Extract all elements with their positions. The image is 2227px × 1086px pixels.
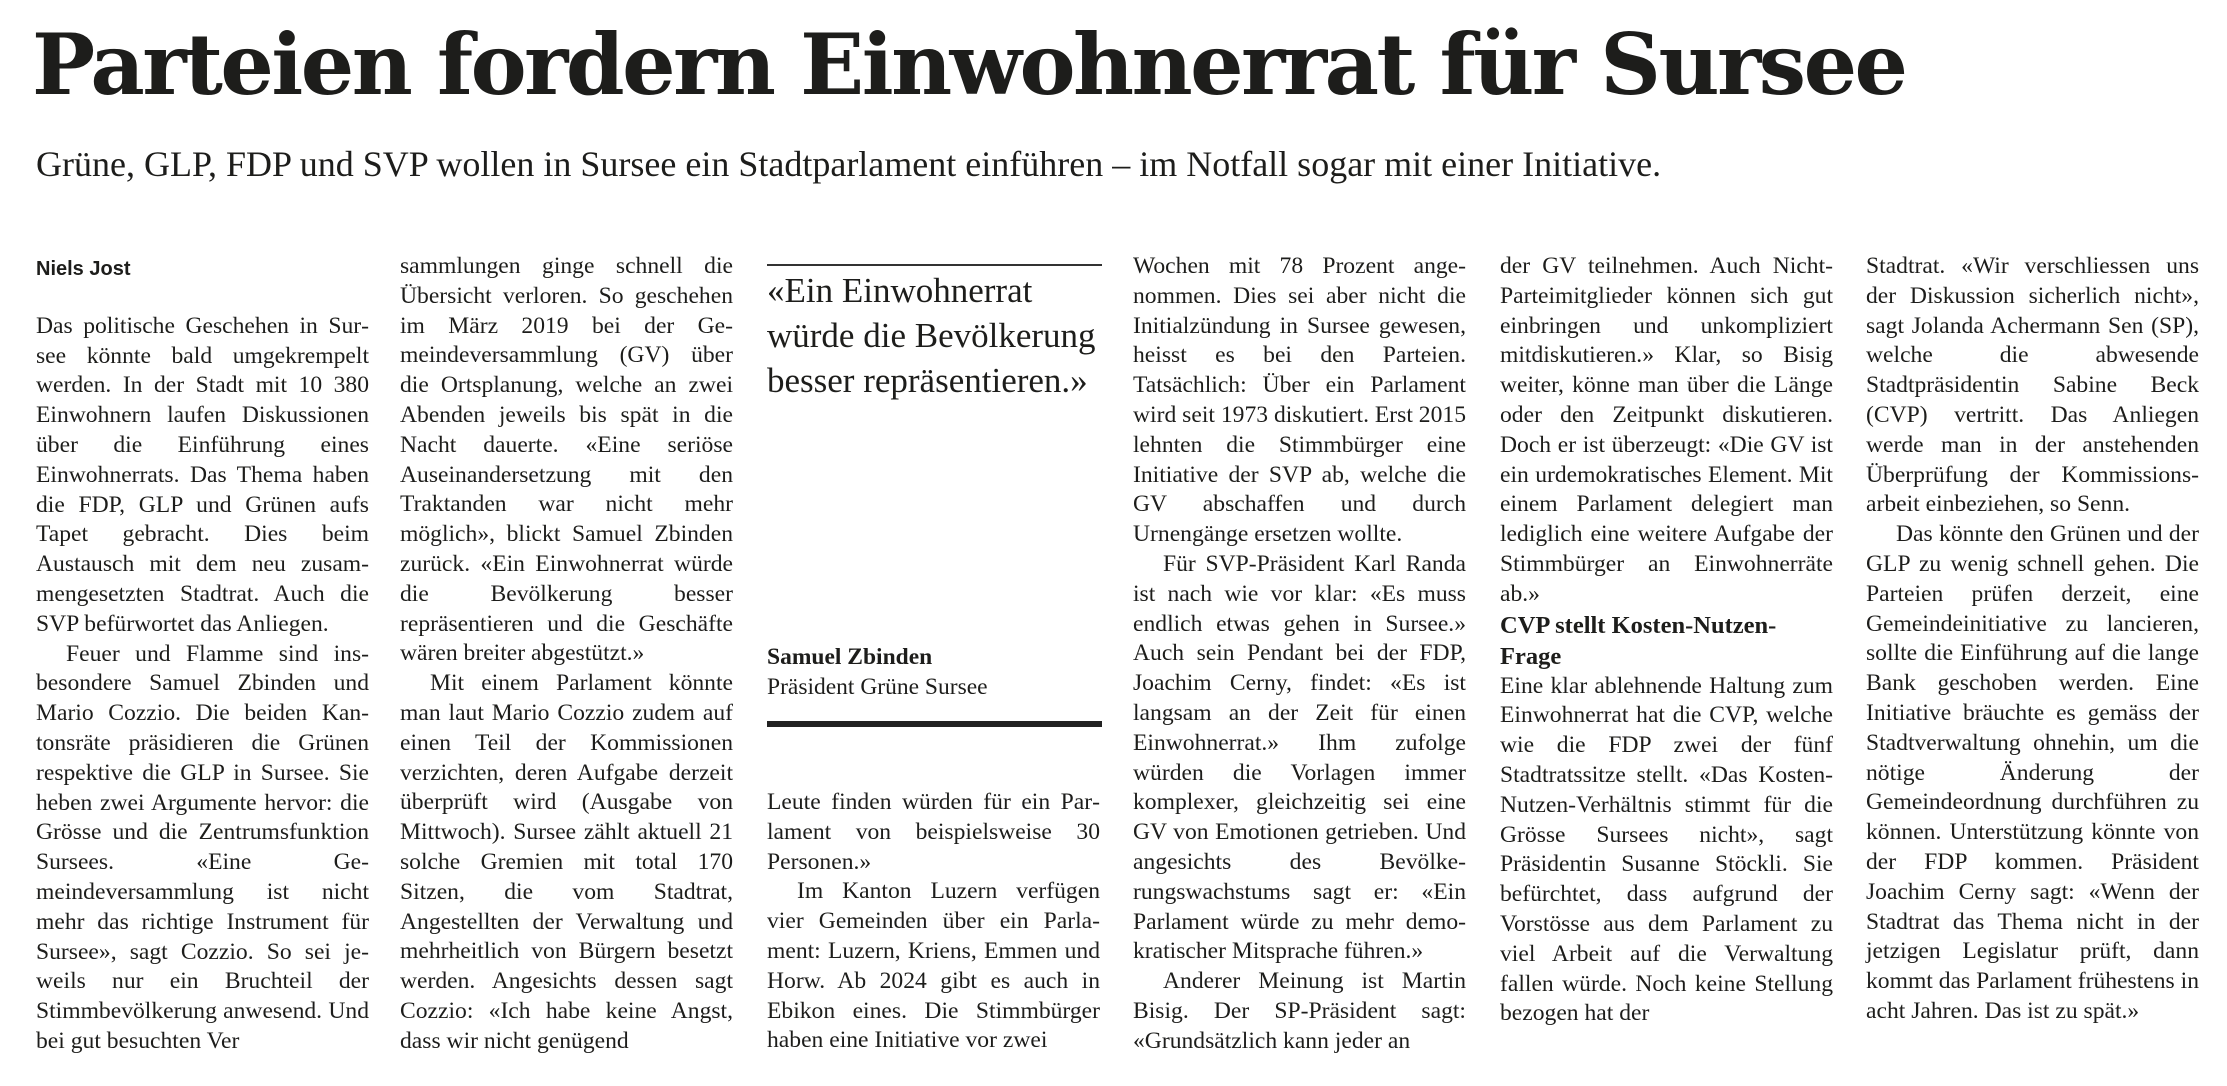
article-column-1 <box>36 256 369 1057</box>
pull-quote-bottom-rule <box>767 721 1102 727</box>
paragraph: Leute finden würden für ein Parlament von beispielsweise 30 Personen.» <box>767 789 1100 875</box>
article-column-5 <box>1500 252 1833 1029</box>
pull-quote-role: Präsident Grüne Sursee <box>767 674 988 700</box>
paragraph: Feuer und Flamme sind insbesondere Samuel Zbinden und Mario Cozzio. Die beiden Kantonsräte präsidieren die Grünen respektive die GLP in Sursee. Sie heben zwei Argumente hervor: die Grösse und die Zentrumsfunktion Sursees. «Eine Gemeindeversammlung ist nicht mehr das richtige Instrument für Sursee», sagt Cozzio. So sei jeweils nur ein Bruchteil der Stimmbevölkerung anwesend. Und bei gut besuchten Ver <box>36 640 369 1054</box>
paragraph: Stadtrat. «Wir verschliessen uns der Diskussion sicherlich nicht», sagt Jolanda Achermann Sen (SP), welche die abwesende Stadtpräsidentin Sabine Beck (CVP) vertritt. Das Anliegen werde man in der anstehenden Überprüfung der Kommissionsarbeit einbeziehen, so Senn. <box>1866 253 2199 518</box>
paragraph: Im Kanton Luzern verfügen vier Gemeinden über ein Parlament: Luzern, Kriens, Emmen und Horw. Ab 2024 gibt es auch in Ebikon eines. Die Stimmbürger haben eine Initiative vor zwei <box>767 878 1100 1054</box>
paragraph: der GV teilnehmen. Auch Nicht-Parteimitglieder können sich gut einbringen und unkompliziert mitdiskutieren.» Klar, so Bisig weiter, könne man über die Länge oder den Zeitpunkt diskutieren. Doch er ist überzeugt: «Die GV ist ein urdemokratisches Element. Mit einem Parlament delegiert man lediglich eine weitere Aufgabe der Stimmbürger an Einwohnerräte ab.» <box>1500 253 1833 607</box>
paragraph: Mit einem Parlament könnte man laut Mario Cozzio zudem auf einen Teil der Kommissionen verzichten, deren Aufgabe derzeit überprüft wird (Ausgabe von Mittwoch). Sursee zählt aktuell 21 solche Gremien mit total 170 Sitzen, die vom Stadtrat, Angestellten der Verwaltung und mehrheitlich von Bürgern besetzt werden. Angesichts dessen sagt Cozzio: «Ich habe keine Angst, dass wir nicht genügend <box>400 670 733 1054</box>
subline: Grüne, GLP, FDP und SVP wollen in Sursee ein Stadtparlament einführen – im Notfall sogar mit einer Initiative. <box>36 144 1662 184</box>
author-byline: Niels Jost <box>36 258 131 280</box>
article-column-2 <box>400 252 733 1057</box>
pull-quote-top-rule <box>767 264 1102 266</box>
pull-quote: «Ein Einwohnerrat würde die Bevölkerung besser repräsentieren.» <box>767 271 1096 400</box>
pull-quote-name: Samuel Zbinden <box>767 644 933 670</box>
paragraph: Das könnte den Grünen und der GLP zu wenig schnell gehen. Die Parteien prüfen derzeit, eine Gemeindeinitiative zu lancieren, sollte die Einführung auf die lange Bank geschoben werden. Eine Initiative bräuchte es gemäss der Stadtverwaltung ohnehin, um die nötige Änderung der Gemeindeordnung durchführen zu können. Unterstützung könnte von der FDP kommen. Präsident Joachim Cerny sagt: «Wenn der Stadtrat das Thema nicht in der jetzigen Legislatur prüft, dann kommt das Parlament frühestens in acht Jahren. Das ist zu spät.» <box>1866 521 2199 1024</box>
subhead: CVP stellt Kosten-Nutzen-Frage <box>1500 611 1777 670</box>
paragraph: Eine klar ablehnende Haltung zum Einwohnerrat hat die CVP, welche wie die FDP zwei der fünf Stadtratssitze stellt. «Das Kosten-Nutzen-Verhältnis stimmt für die Grösse Sursees nicht», sagt Präsidentin Susanne Stöckli. Sie befürchtet, dass aufgrund der Vorstösse aus dem Parlament zu viel Arbeit auf die Verwaltung fallen würde. Noch keine Stellung bezogen hat der <box>1500 672 1833 1027</box>
headline: Parteien fordern Einwohnerrat für Sursee <box>32 15 1906 114</box>
article-column-3 <box>767 788 1100 1056</box>
paragraph: sammlungen ginge schnell die Übersicht verloren. So geschehen im März 2019 bei der Gemeindeversammlung (GV) über die Ortsplanung, welche an zwei Abenden jeweils bis spät in die Nacht dauerte. «Eine seriöse Auseinandersetzung mit den Traktanden war nicht mehr möglich», blickt Samuel Zbinden zurück. «Ein Einwohnerrat würde die Bevölkerung besser repräsentieren und die Geschäfte wären breiter abgestützt.» <box>400 253 733 667</box>
article-column-6 <box>1866 252 2199 1027</box>
paragraph: Das politische Geschehen in Sursee könnte bald umgekrempelt werden. In der Stadt mit 10 380 Einwohnern laufen Diskussionen über die Einführung eines Einwohnerrats. Das Thema haben die FDP, GLP und Grünen aufs Tapet gebracht. Dies beim Austausch mit dem neu zusammengesetzten Stadtrat. Auch die SVP befürwortet das Anliegen. <box>36 312 369 637</box>
paragraph: Für SVP-Präsident Karl Randa ist nach wie vor klar: «Es muss endlich etwas gehen in Sursee.» Auch sein Pendant bei der FDP, Joachim Cerny, findet: «Es ist langsam an der Zeit für einen Einwohnerrat.» Ihm zufolge würden die Vorlagen immer komplexer, gleichzeitig sei eine GV von Emotionen getrieben. Und angesichts des Bevölkerungswachstums sagt er: «Ein Parlament würde zu mehr demokratischer Mitsprache führen.» <box>1133 550 1466 965</box>
paragraph: Wochen mit 78 Prozent angenommen. Dies sei aber nicht die Initialzündung in Sursee gewesen, heisst es bei den Parteien. Tatsächlich: Über ein Parlament wird seit 1973 diskutiert. Erst 2015 lehnten die Stimmbürger eine Initiative der SVP ab, welche die GV abschaffen und durch Urnengänge ersetzen wollte. <box>1133 253 1466 548</box>
paragraph: Anderer Meinung ist Martin Bisig. Der SP-Präsident sagt: «Grundsätzlich kann jeder an <box>1133 968 1466 1054</box>
article-column-4 <box>1133 252 1466 1057</box>
